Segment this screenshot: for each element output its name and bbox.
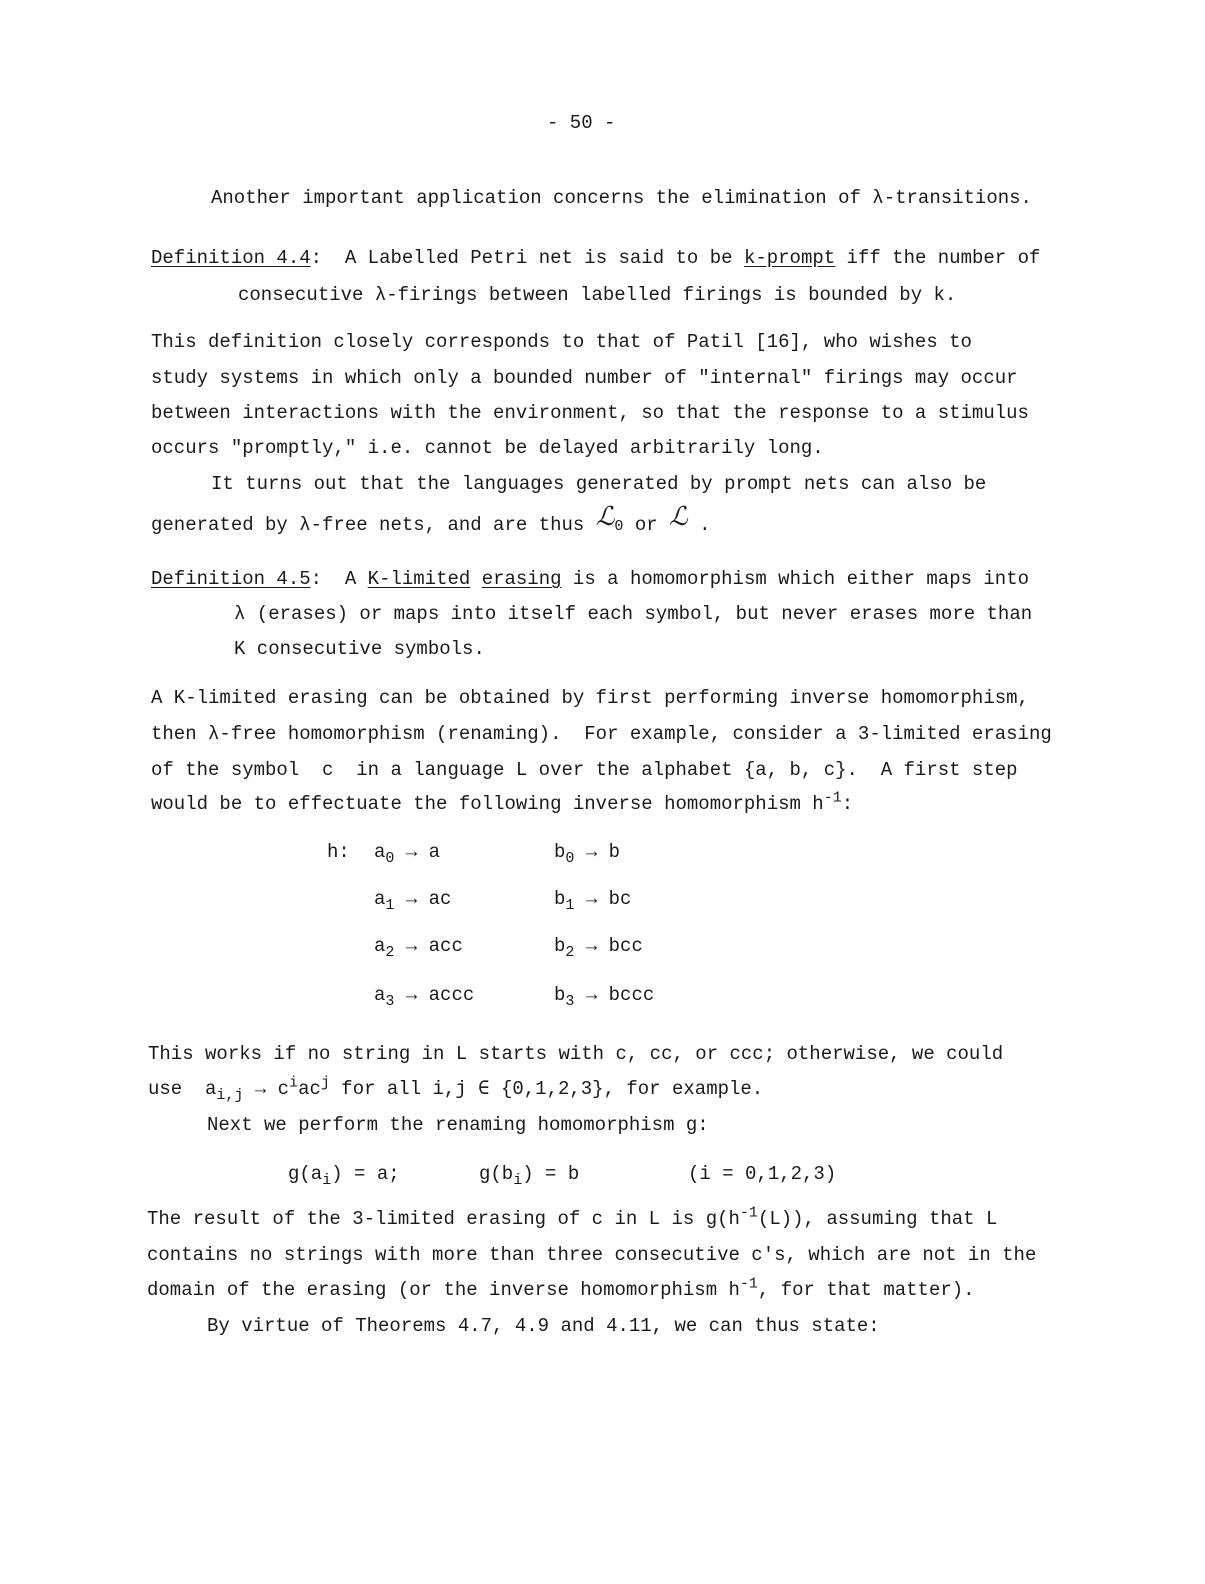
arrow-icon: → <box>405 935 418 957</box>
g-text: g(a <box>288 1163 323 1185</box>
h-row-1-left <box>374 888 452 914</box>
definition-text: A Labelled Petri net is said to be <box>344 247 744 269</box>
symbol: a <box>374 984 386 1006</box>
image: bccc <box>608 984 655 1006</box>
symbol: b <box>554 888 566 910</box>
index: 2 <box>565 943 575 961</box>
h-row-2-left <box>374 935 463 961</box>
definition-4-5-line3: K consecutive symbols. <box>234 638 485 660</box>
image: b <box>608 841 621 863</box>
paragraph-line: between interactions with the environment, so that the response to a stimulus <box>151 402 1029 424</box>
superscript-minus-one: -1 <box>823 789 842 807</box>
g-map-b <box>479 1163 580 1189</box>
definition-4-4-line1 <box>151 249 1040 268</box>
symbol: ac <box>298 1078 321 1100</box>
h-row-2-right <box>554 935 643 961</box>
paragraph-line-domain <box>147 1275 975 1301</box>
page-number: - 50 - <box>547 112 616 134</box>
definition-colon: : <box>310 247 323 269</box>
term-k-limited: K-limited <box>367 568 471 590</box>
symbol: a <box>374 935 386 957</box>
arrow-icon: → <box>405 984 418 1006</box>
paragraph-text: would be to effectuate the following inverse homomorphism h <box>151 793 824 815</box>
g-map-range: (i = 0,1,2,3) <box>688 1163 837 1185</box>
g-text: g(b <box>479 1163 514 1185</box>
paragraph-line: occurs "promptly," i.e. cannot be delayed arbitrarily long. <box>151 437 824 459</box>
superscript-i: i <box>289 1074 299 1092</box>
symbol: a <box>374 841 386 863</box>
definition-4-5-label: Definition 4.5 <box>151 568 311 590</box>
paragraph-line: contains no strings with more than three consecutive c's, which are not in the <box>147 1244 1037 1266</box>
space <box>470 568 481 590</box>
script-L-symbol: ℒ <box>595 502 615 532</box>
paragraph-line: Next we perform the renaming homomorphism g: <box>207 1114 709 1136</box>
definition-colon: : <box>310 568 323 590</box>
arrow-icon: → <box>585 841 598 863</box>
arrow-icon: → <box>585 935 598 957</box>
colon: : <box>841 793 854 815</box>
paragraph-line: of the symbol c in a language L over the alphabet {a, b, c}. A first step <box>151 759 1018 781</box>
period: . <box>687 514 711 536</box>
image: accc <box>428 984 475 1006</box>
paragraph-line: This definition closely corresponds to that of Patil [16], who wishes to <box>151 331 972 353</box>
paragraph-text: for all i,j ∈ {0,1,2,3}, for example. <box>329 1078 764 1100</box>
index: i,j <box>216 1086 244 1104</box>
symbol: b <box>554 984 566 1006</box>
subscript-zero: 0 <box>614 517 624 535</box>
g-text: ) = a; <box>331 1163 400 1185</box>
superscript-minus-one: -1 <box>739 1275 758 1293</box>
paragraph-line: A K-limited erasing can be obtained by first performing inverse homomorphism, <box>151 687 1029 709</box>
paragraph-line: By virtue of Theorems 4.7, 4.9 and 4.11, we can thus state: <box>207 1315 880 1337</box>
h-row-1-right <box>554 888 632 914</box>
symbol: b <box>554 841 566 863</box>
image: bcc <box>608 935 643 957</box>
term-k-prompt: k-prompt <box>743 247 836 269</box>
index: 2 <box>385 943 395 961</box>
term-erasing: erasing <box>481 568 562 590</box>
index: 0 <box>385 849 395 867</box>
image: acc <box>428 935 463 957</box>
intro-line: Another important application concerns the elimination of λ-transitions. <box>211 187 1032 209</box>
definition-text: is a homomorphism which either maps into <box>561 568 1030 590</box>
index: 3 <box>385 992 395 1010</box>
index: 3 <box>565 992 575 1010</box>
paragraph-text: (L)), assuming that L <box>757 1208 998 1230</box>
paragraph-text: , for that matter). <box>757 1279 975 1301</box>
paragraph-line-inverse-h <box>151 789 854 815</box>
arrow-text: → c <box>243 1078 290 1100</box>
index: 1 <box>385 896 395 914</box>
h-row-0-right <box>554 841 621 867</box>
arrow-icon: → <box>585 984 598 1006</box>
g-map-a <box>288 1163 400 1189</box>
image: a <box>428 841 441 863</box>
definition-4-5-line1 <box>151 570 1029 589</box>
symbol: b <box>554 935 566 957</box>
arrow-icon: → <box>405 841 418 863</box>
script-L-symbol: ℒ <box>669 502 688 532</box>
h-row-0-left <box>374 841 441 867</box>
definition-4-5-line2: λ (erases) or maps into itself each symbol, but never erases more than <box>234 603 1033 625</box>
h-label: h: <box>327 841 350 863</box>
index: i <box>513 1171 523 1189</box>
paragraph-text: The result of the 3-limited erasing of c in L is g(h <box>147 1208 740 1230</box>
paragraph-line: It turns out that the languages generated by prompt nets can also be <box>211 473 987 495</box>
symbol: a <box>205 1078 217 1100</box>
paragraph-line: then λ-free homomorphism (renaming). For example, consider a 3-limited erasing <box>151 723 1052 745</box>
g-text: ) = b <box>522 1163 580 1185</box>
definition-4-4-label: Definition 4.4 <box>151 247 311 269</box>
definition-4-4-line2: consecutive λ-firings between labelled firings is bounded by k. <box>238 284 957 306</box>
paragraph-line: This works if no string in L starts with c, cc, or ccc; otherwise, we could <box>148 1043 1004 1065</box>
image: bc <box>608 888 632 910</box>
definition-text: A <box>344 568 368 590</box>
h-row-3-right <box>554 984 655 1010</box>
definition-text: iff the number of <box>835 247 1041 269</box>
h-row-3-left <box>374 984 475 1010</box>
paragraph-text: domain of the erasing (or the inverse homomorphism h <box>147 1279 740 1301</box>
superscript-minus-one: -1 <box>739 1204 758 1222</box>
or-text: or <box>623 514 670 536</box>
paragraph-text: use <box>148 1078 206 1100</box>
paragraph-line-result <box>147 1204 998 1230</box>
index: 0 <box>565 849 575 867</box>
image: ac <box>428 888 452 910</box>
arrow-icon: → <box>405 888 418 910</box>
paragraph-line-use <box>148 1074 764 1104</box>
index: i <box>322 1171 332 1189</box>
index: 1 <box>565 896 575 914</box>
superscript-j: j <box>320 1074 330 1092</box>
paragraph-line-script <box>151 502 711 536</box>
paragraph-line: study systems in which only a bounded number of "internal" firings may occur <box>151 367 1018 389</box>
symbol: a <box>374 888 386 910</box>
arrow-icon: → <box>585 888 598 910</box>
paragraph-text: generated by λ-free nets, and are thus <box>151 514 596 536</box>
